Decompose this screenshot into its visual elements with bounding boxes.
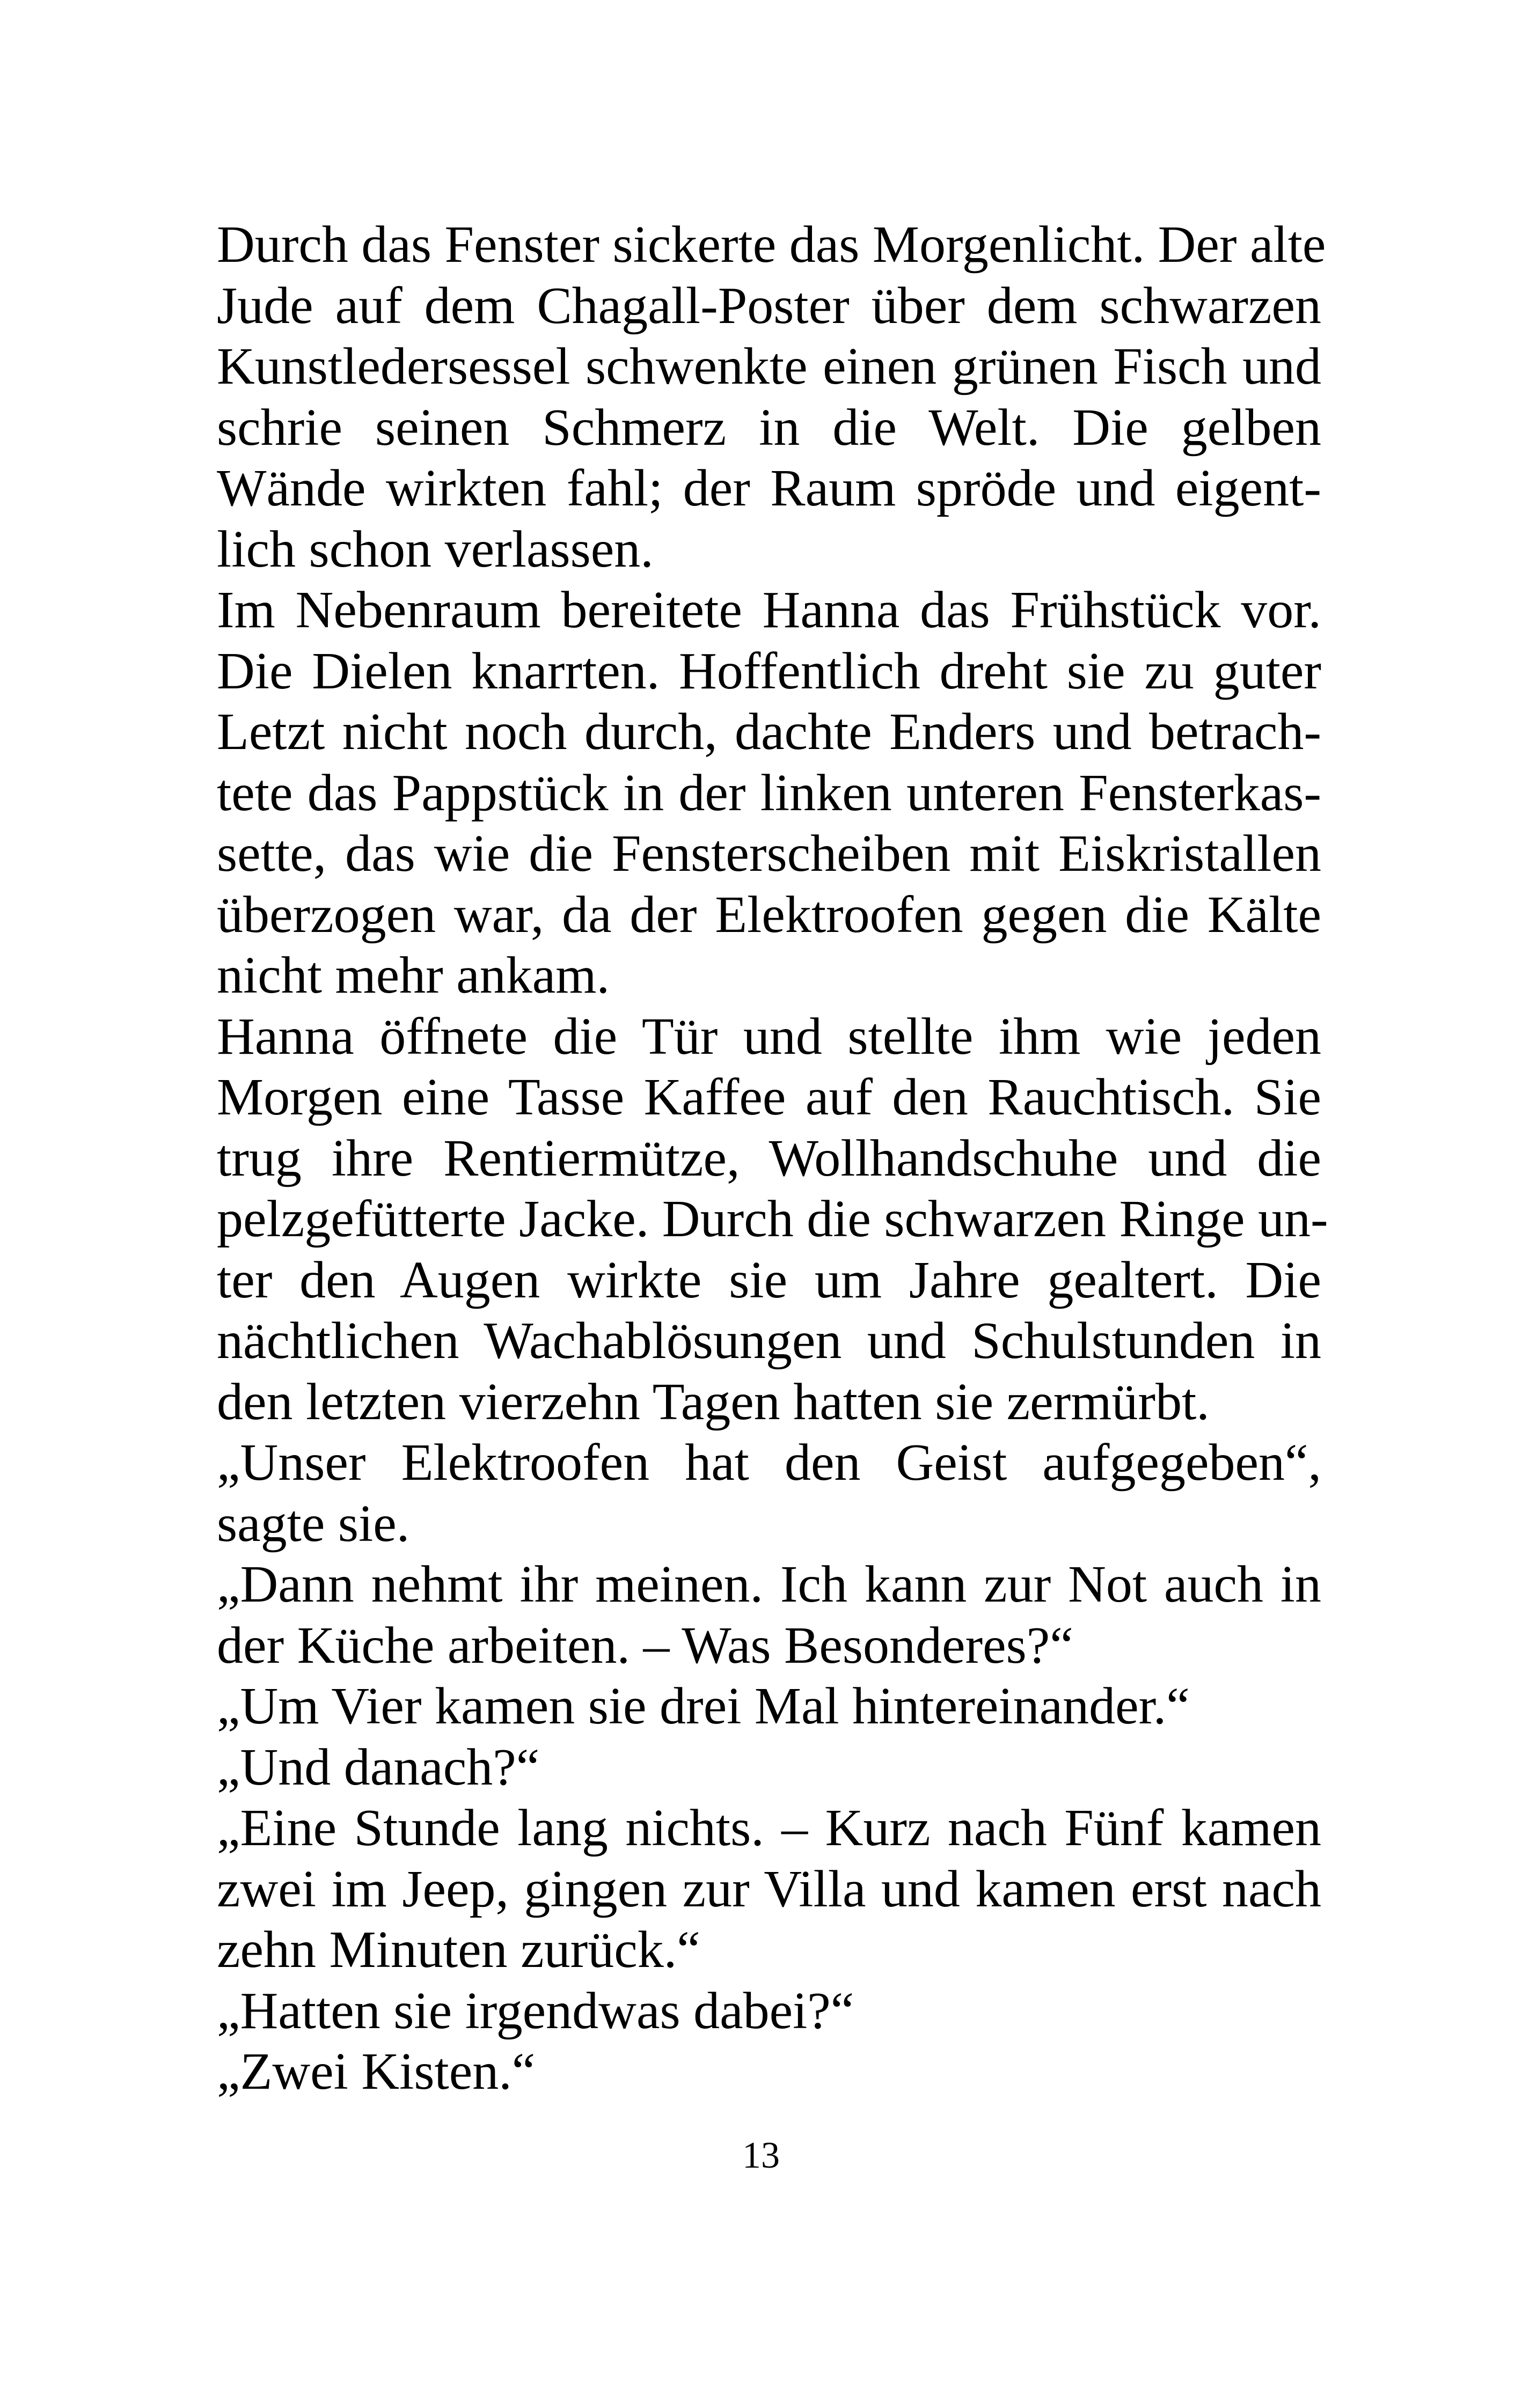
text-line: Die Dielen knarrten. Hoffentlich dreht sie zu guter [217,642,1321,700]
text-line: „Um Vier kamen sie drei Mal hintereinander.“ [217,1677,1190,1735]
text-line: schrie seinen Schmerz in die Welt. Die gelben [217,398,1321,457]
text-line: pelzgefütterte Jacke. Durch die schwarzen Ringe un- [217,1190,1328,1248]
text-line: Morgen eine Tasse Kaffee auf den Rauchtisch. Sie [217,1068,1321,1126]
text-line: Wände wirkten fahl; der Raum spröde und eigent- [217,459,1321,517]
text-line: Letzt nicht noch durch, dachte Enders und betrach- [217,703,1321,761]
text-line: „Zwei Kisten.“ [217,2043,536,2101]
text-line: nächtlichen Wachablösungen und Schulstunden in [217,1312,1321,1370]
text-line: „Hatten sie irgendwas dabei?“ [217,1981,854,2040]
text-line: „Unser Elektroofen hat den Geist aufgegeben“, [217,1434,1321,1492]
page-number: 13 [742,2135,780,2176]
text-line: sette, das wie die Fensterscheiben mit Eiskristallen [217,825,1321,883]
text-line: Durch das Fenster sickerte das Morgenlicht. Der alte [217,216,1326,274]
text-line: tete das Pappstück in der linken unteren Fensterkas- [217,763,1321,822]
text-line: trug ihre Rentiermütze, Wollhandschuhe und die [217,1129,1321,1187]
text-line: nicht mehr ankam. [217,946,610,1004]
text-line: Im Nebenraum bereitete Hanna das Frühstück vor. [217,581,1321,639]
text-line: lich schon verlassen. [217,520,654,578]
text-line: „Eine Stunde lang nichts. – Kurz nach Fünf kamen [217,1799,1321,1857]
text-line: den letzten vierzehn Tagen hatten sie zermürbt. [217,1372,1210,1431]
text-line: sagte sie. [217,1494,410,1553]
text-line: „Dann nehmt ihr meinen. Ich kann zur Not auch in [217,1555,1321,1613]
text-line: „Und danach?“ [217,1738,540,1796]
text-line: zehn Minuten zurück.“ [217,1921,700,1979]
text-line: zwei im Jeep, gingen zur Villa und kamen erst nach [217,1860,1321,1918]
text-line: Kunstledersessel schwenkte einen grünen Fisch und [217,337,1321,395]
text-line: Jude auf dem Chagall-Poster über dem schwarzen [217,276,1321,335]
text-line: der Küche arbeiten. – Was Besonderes?“ [217,1616,1073,1675]
text-line: ter den Augen wirkte sie um Jahre gealtert. Die [217,1251,1321,1309]
text-line: Hanna öffnete die Tür und stellte ihm wie jeden [217,1007,1321,1066]
text-line: überzogen war, da der Elektroofen gegen die Kälte [217,885,1321,944]
